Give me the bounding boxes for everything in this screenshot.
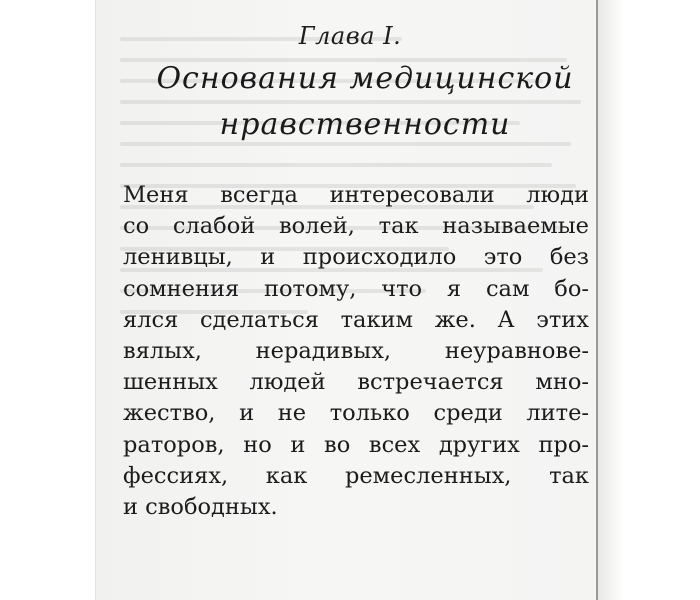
chapter-title-line: нравственности (219, 107, 511, 142)
page-edge-shadow (596, 0, 636, 600)
text-line: жество, и не только среди лите- (123, 400, 589, 427)
chapter-title-line: Основания медицинской (156, 61, 574, 96)
body-paragraph (123, 180, 589, 523)
text-line: раторов, но и во всех других про- (123, 431, 589, 458)
chapter-title (150, 56, 580, 148)
text-line: фессиях, как ремесленных, так (123, 462, 589, 489)
text-line: Меня всегда интересовали люди (123, 182, 589, 208)
chapter-number: Глава I. (298, 22, 402, 50)
text-line: со слабой волей, так называемые (123, 213, 589, 240)
text-line: вялых, нерадивых, неуравнове- (123, 338, 589, 365)
text-line: ялся сделаться таким же. А этих (123, 306, 589, 333)
text-line: и свободных. (123, 494, 278, 521)
text-line: ленивцы, и происходило это без (123, 244, 589, 271)
text-line: шенных людей встречается мно- (123, 369, 589, 396)
text-line: сомнения потому, что я сам бо- (123, 275, 589, 302)
